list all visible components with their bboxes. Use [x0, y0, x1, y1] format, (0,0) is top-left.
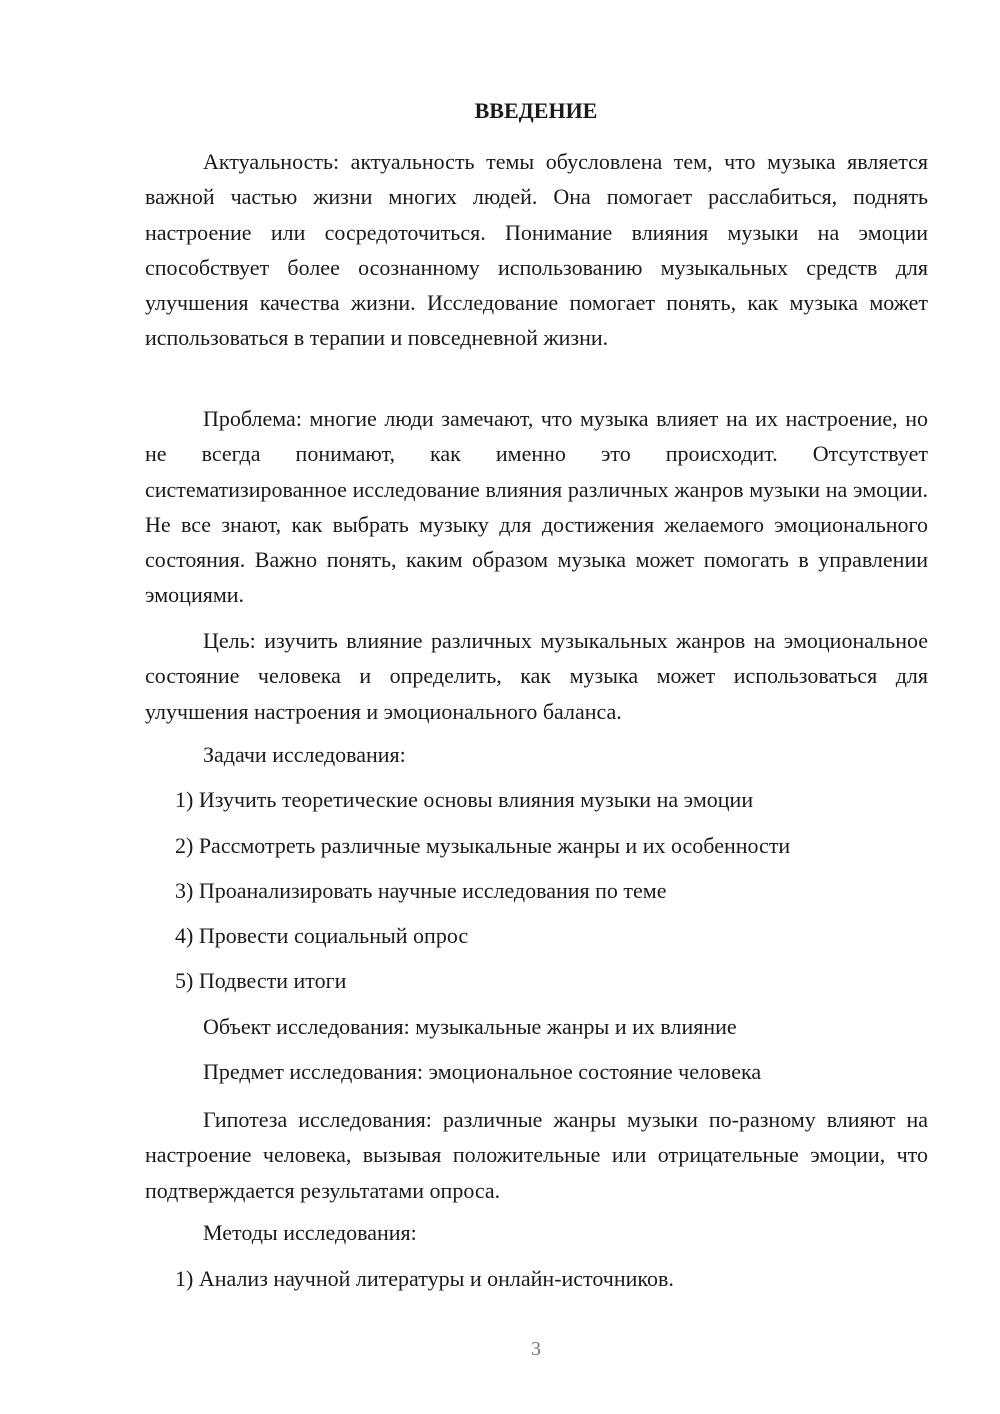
research-object: Объект исследования: музыкальные жанры и их влияние	[203, 1014, 737, 1039]
research-subject: Предмет исследования: эмоциональное состояние человека	[203, 1059, 762, 1084]
task-item: 3) Проанализировать научные исследования по теме	[175, 878, 667, 903]
tasks-heading: Задачи исследования:	[203, 742, 406, 767]
task-item: 5) Подвести итоги	[175, 968, 347, 993]
task-item: 1) Изучить теоретические основы влияния музыки на эмоции	[175, 787, 754, 812]
task-item: 2) Рассмотреть различные музыкальные жанры и их особенности	[175, 833, 791, 858]
task-item: 4) Провести социальный опрос	[175, 923, 469, 948]
page-number: 3	[531, 1338, 541, 1360]
goal-paragraph	[145, 623, 928, 729]
problem-text: Проблема: многие люди замечают, что музыка влияет на их настроение, но не всегда понимают, как именно это происходит. Отсутствует систематизированное исследование влияния различных жанров музыки на эмоции. Не все знают, как выбрать музыку для достижения желаемого эмоционального состояния. Важно понять, каким образом музыка может помогать в управлении эмоциями.	[145, 406, 928, 608]
relevance-paragraph	[145, 144, 928, 356]
hypothesis-paragraph	[145, 1102, 928, 1208]
page-title: ВВЕДЕНИЕ	[474, 98, 598, 123]
problem-paragraph	[145, 401, 928, 613]
hypothesis-text: Гипотеза исследования: различные жанры музыки по-разному влияют на настроение человека, вызывая положительные или отрицательные эмоции, что подтверждается результатами опроса.	[145, 1107, 928, 1203]
method-item: 1) Анализ научной литературы и онлайн-источников.	[175, 1266, 674, 1291]
goal-text: Цель: изучить влияние различных музыкальных жанров на эмоциональное состояние человека и определить, как музыка может использоваться для улучшения настроения и эмоционального баланса.	[145, 628, 928, 724]
relevance-text: Актуальность: актуальность темы обусловлена тем, что музыка является важной частью жизни многих людей. Она помогает расслабиться, поднять настроение или сосредоточиться. Понимание влияния музыки на эмоции способствует более осознанному использованию музыкальных средств для улучшения качества жизни. Исследование помогает понять, как музыка может использоваться в терапии и повседневной жизни.	[145, 149, 928, 351]
methods-heading: Методы исследования:	[203, 1220, 417, 1245]
